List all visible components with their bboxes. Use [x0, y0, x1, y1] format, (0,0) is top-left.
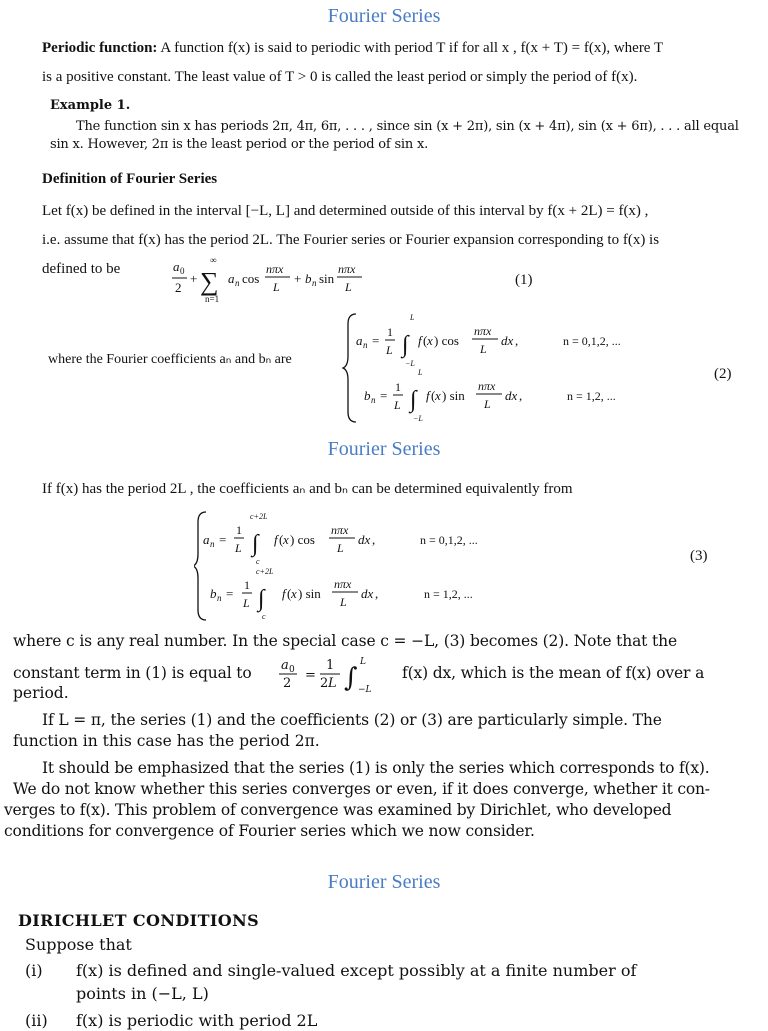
definition-title: Definition of Fourier Series [42, 171, 218, 187]
svg-text:x: x [291, 586, 297, 601]
svg-text:=: = [226, 586, 234, 601]
svg-text:=: = [380, 388, 388, 403]
example-line-2: sin x. However, 2π is the least period or the period of sin x. [50, 137, 429, 152]
equation-3 [194, 506, 514, 624]
svg-text:∫: ∫ [410, 387, 417, 413]
svg-text:L: L [328, 676, 337, 691]
svg-text:) sin: ) sin [442, 388, 465, 403]
svg-text:) sin: ) sin [298, 586, 321, 601]
svg-text:c+2L: c+2L [250, 512, 268, 521]
equation-3-formula [194, 506, 514, 624]
svg-text:nπx: nπx [338, 262, 356, 276]
scan-line-7: We do not know whether this series converges or even, if it does converge, whether it con- [13, 780, 710, 798]
svg-text:b: b [210, 586, 217, 601]
svg-text:L: L [345, 280, 352, 294]
bn-range-3: n = 1,2, ... [424, 587, 473, 601]
scan-line-8: verges to f(x). This problem of convergence was examined by Dirichlet, who developed [4, 801, 672, 819]
svg-text:sin: sin [319, 271, 335, 286]
svg-text:n: n [235, 278, 240, 288]
svg-text:(: ( [431, 388, 436, 403]
equation-1-formula [170, 254, 390, 304]
svg-text:∫: ∫ [252, 531, 259, 557]
dirichlet-title: DIRICHLET CONDITIONS [18, 911, 260, 930]
svg-text:−L: −L [405, 359, 415, 368]
svg-text:L: L [386, 343, 393, 357]
section2-intro: If f(x) has the period 2L , the coefficients aₙ and bₙ can be determined equivalently from [42, 481, 573, 497]
svg-text:−L: −L [358, 685, 372, 694]
svg-text:x: x [283, 532, 289, 547]
svg-text:∫: ∫ [402, 332, 409, 358]
svg-text:L: L [480, 342, 487, 356]
section-heading-3: Fourier Series [327, 871, 441, 893]
svg-text:L: L [394, 398, 401, 412]
scan-line-4: If L = π, the series (1) and the coefficients (2) or (3) are particularly simple. The [42, 711, 662, 729]
svg-text:=: = [372, 333, 380, 348]
svg-text:,: , [372, 532, 376, 547]
svg-text:n=1: n=1 [205, 294, 220, 304]
equation-2-formula [342, 308, 672, 428]
svg-text:cos: cos [242, 271, 260, 286]
periodic-text-1: A function f(x) is said to periodic with period T if for all x , f(x + T) = f(x), where T [157, 40, 664, 56]
svg-text:b: b [364, 388, 371, 403]
svg-text:f: f [282, 586, 286, 601]
svg-text:c: c [262, 612, 266, 621]
svg-text:nπx: nπx [331, 523, 349, 537]
svg-text:∫: ∫ [258, 586, 265, 612]
svg-text:a: a [203, 532, 210, 547]
svg-text:a: a [281, 658, 289, 673]
svg-text:L: L [418, 368, 423, 377]
svg-text:2: 2 [283, 676, 292, 691]
periodic-label: Periodic function: [42, 40, 158, 56]
example-title: Example 1. [50, 98, 131, 113]
svg-text:n: n [312, 278, 317, 288]
equation-1 [170, 254, 390, 304]
scan-line-9: conditions for convergence of Fourier series which we now consider. [4, 822, 535, 840]
svg-text:(: ( [279, 532, 284, 547]
svg-text:nπx: nπx [478, 379, 496, 393]
svg-text:L: L [337, 541, 344, 555]
equation-2-label: (2) [714, 366, 732, 382]
svg-text:+: + [294, 271, 302, 286]
definition-line-2: i.e. assume that f(x) has the period 2L. The Fourier series or Fourier expansion corresponding to f(x) is [42, 232, 660, 248]
example-line-1: The function sin x has periods 2π, 4π, 6π, . . . , since sin (x + 2π), sin (x + 4π), sin (x + 6π), . . . all equal [76, 119, 739, 134]
svg-text:dx: dx [358, 532, 371, 547]
svg-text:nπx: nπx [474, 324, 492, 338]
scan-line-5: function in this case has the period 2π. [13, 732, 320, 750]
svg-text:c: c [256, 557, 260, 566]
svg-text:0: 0 [289, 665, 295, 675]
svg-text:b: b [305, 271, 312, 286]
svg-text:1: 1 [395, 380, 401, 394]
definition-line-3: defined to be [42, 261, 121, 277]
svg-text:c+2L: c+2L [256, 567, 274, 576]
svg-text:(: ( [287, 586, 292, 601]
bn-range: n = 1,2, ... [567, 389, 616, 403]
equation-2 [342, 308, 672, 428]
svg-text:dx: dx [505, 388, 518, 403]
definition-line-1: Let f(x) be defined in the interval [−L, L] and determined outside of this interval by f(x + 2L) = f(x) , [42, 203, 649, 219]
svg-text:L: L [243, 596, 250, 610]
svg-text:nπx: nπx [334, 577, 352, 591]
svg-text:) cos: ) cos [290, 532, 315, 547]
svg-text:L: L [410, 313, 415, 322]
svg-text:nπx: nπx [266, 262, 284, 276]
svg-text:dx: dx [361, 586, 374, 601]
svg-text:(: ( [423, 333, 428, 348]
svg-text:f: f [426, 388, 430, 403]
svg-text:L: L [340, 595, 347, 609]
svg-text:f: f [274, 532, 278, 547]
svg-text:dx: dx [501, 333, 514, 348]
svg-text:L: L [360, 657, 366, 667]
svg-text:x: x [435, 388, 441, 403]
svg-text:a: a [173, 259, 180, 274]
periodic-line-1 [42, 38, 663, 58]
equation-3-label: (3) [690, 548, 708, 564]
periodic-line-2: is a positive constant. The least value of T > 0 is called the least period or simply the period of f(x). [42, 69, 638, 85]
scan-line-6: It should be emphasized that the series (1) is only the series which corresponds to f(x). [42, 759, 710, 777]
svg-text:,: , [519, 388, 523, 403]
equation-1-label: (1) [515, 272, 533, 288]
mean-formula-svg [278, 654, 398, 694]
svg-text:1: 1 [244, 578, 250, 592]
svg-text:1: 1 [387, 325, 393, 339]
svg-text:+: + [190, 271, 198, 286]
svg-text:L: L [484, 397, 491, 411]
svg-text:1: 1 [326, 658, 335, 673]
svg-text:=: = [219, 532, 227, 547]
svg-text:L: L [273, 280, 280, 294]
section-heading-2: Fourier Series [327, 438, 441, 460]
page-title: Fourier Series [327, 5, 441, 27]
svg-text:a: a [228, 271, 235, 286]
svg-text:∑: ∑ [200, 267, 219, 296]
svg-text:n: n [210, 539, 215, 549]
coefficients-text: where the Fourier coefficients aₙ and bₙ are [48, 352, 292, 367]
scan-line-1: where c is any real number. In the special case c = −L, (3) becomes (2). Note that the [13, 632, 677, 650]
scan-line-2a: constant term in (1) is equal to [13, 664, 252, 682]
svg-text:n: n [217, 593, 222, 603]
svg-text:,: , [515, 333, 519, 348]
svg-text:∞: ∞ [210, 255, 217, 265]
dirichlet-item-1-text: f(x) is defined and single-valued except possibly at a finite number of [76, 961, 637, 980]
scan-line-3: period. [13, 684, 69, 702]
an-range: n = 0,1,2, ... [563, 334, 621, 348]
svg-text:1: 1 [236, 523, 242, 537]
svg-text:L: L [235, 541, 242, 555]
svg-text:f: f [418, 333, 422, 348]
dirichlet-item-2-text: f(x) is periodic with period 2L [76, 1011, 318, 1030]
svg-text:n: n [371, 395, 376, 405]
svg-text:2: 2 [175, 280, 182, 295]
dirichlet-item-2-num: (ii) [25, 1011, 48, 1030]
svg-text:n: n [363, 340, 368, 350]
svg-text:) cos: ) cos [434, 333, 459, 348]
svg-text:2: 2 [320, 676, 329, 691]
svg-text:∫: ∫ [344, 663, 358, 693]
an-range-3: n = 0,1,2, ... [420, 533, 478, 547]
dirichlet-item-1-text-2: points in (−L, L) [76, 984, 209, 1003]
mean-formula [278, 654, 398, 694]
svg-text:,: , [375, 586, 379, 601]
svg-text:0: 0 [180, 266, 185, 276]
svg-text:a: a [356, 333, 363, 348]
svg-text:=: = [305, 668, 316, 683]
dirichlet-item-1-num: (i) [25, 961, 43, 980]
scan-line-2b: f(x) dx, which is the mean of f(x) over a [402, 664, 705, 682]
svg-text:−L: −L [413, 414, 423, 423]
dirichlet-suppose: Suppose that [25, 935, 132, 954]
svg-text:x: x [427, 333, 433, 348]
